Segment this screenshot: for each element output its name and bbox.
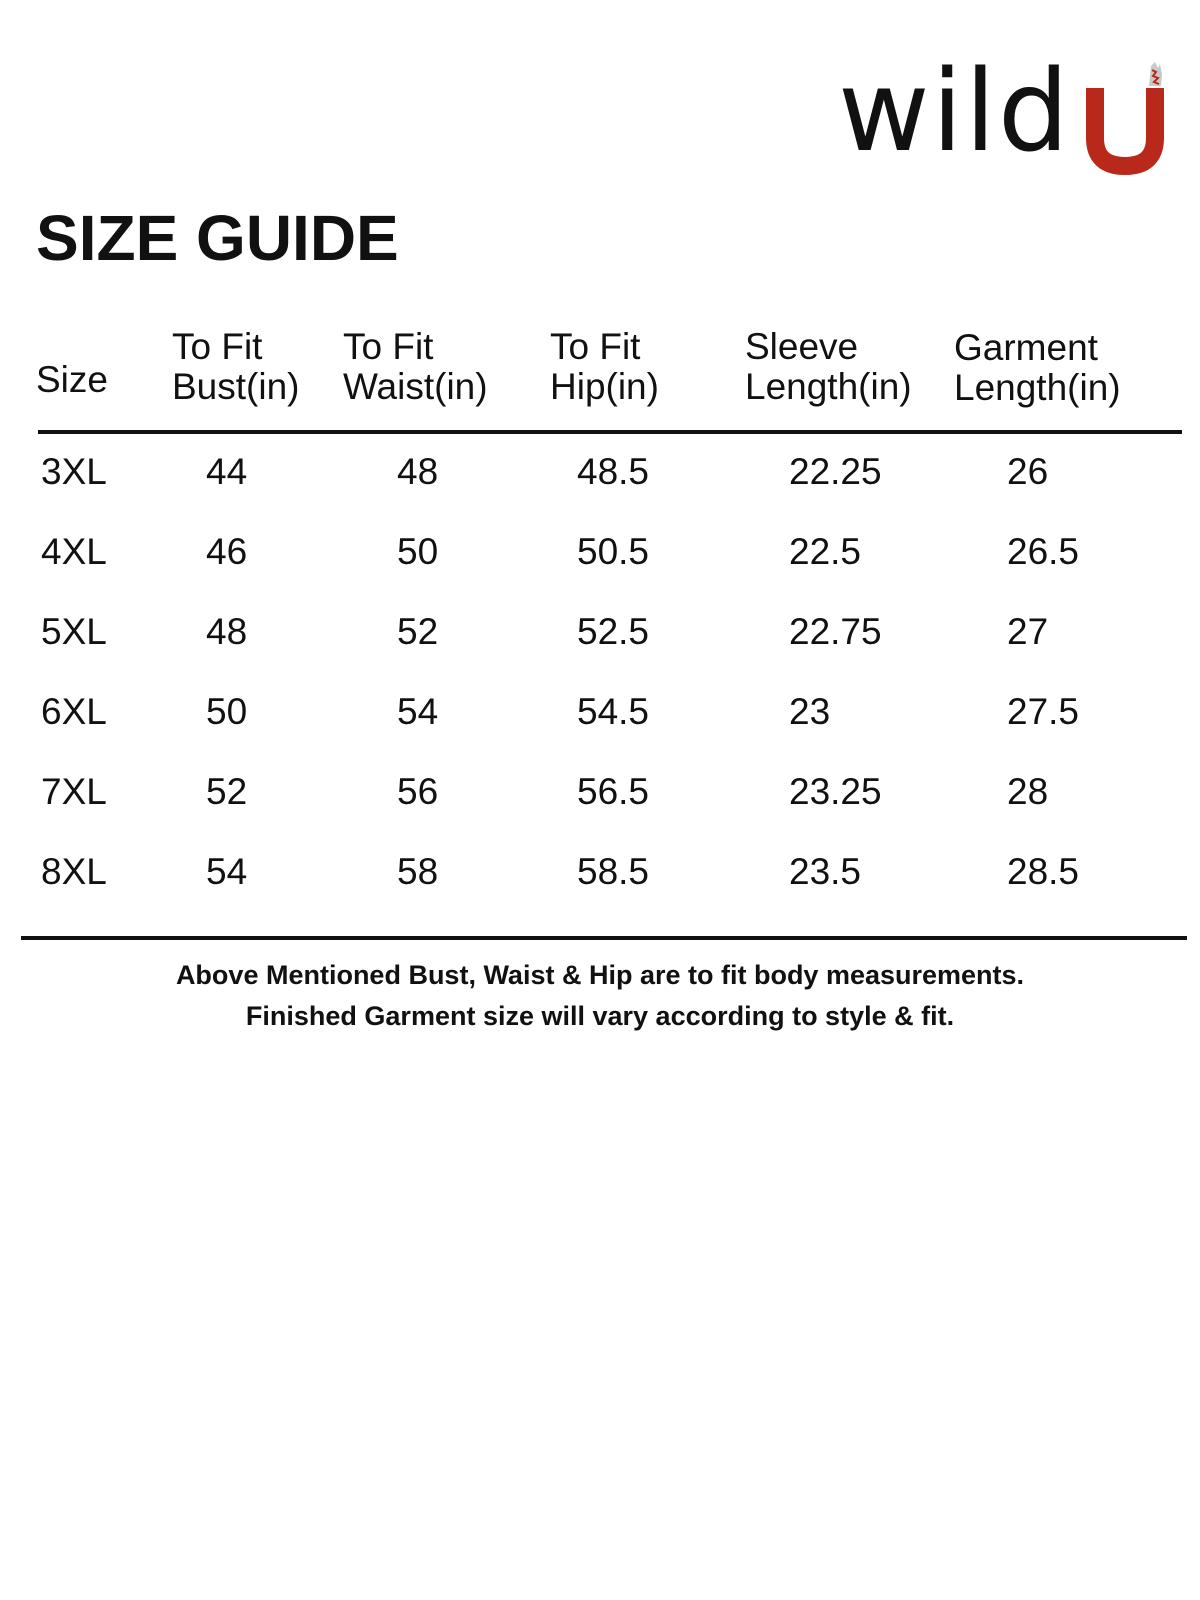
cell-bust: 50 (206, 691, 248, 732)
header-size-label: Size (36, 359, 108, 400)
cell-size: 4XL (41, 531, 107, 572)
cell-hip: 48.5 (577, 451, 650, 492)
header-garment-line1: Garment (954, 327, 1098, 368)
header-size (36, 360, 108, 400)
cell-waist: 54 (397, 691, 439, 732)
cell-sleeve-length: 22.25 (789, 451, 882, 492)
measurement-notes (0, 955, 1200, 1037)
header-sleeve-line2: Length(in) (745, 366, 912, 407)
header-hip-line1: To Fit (550, 326, 641, 367)
cell-size: 7XL (41, 771, 107, 812)
cell-sleeve-length: 22.75 (789, 611, 882, 652)
cell-garment-length: 28 (1007, 771, 1049, 812)
cell-garment-length: 27.5 (1007, 691, 1080, 732)
cell-bust: 46 (206, 531, 248, 572)
cell-hip: 52.5 (577, 611, 650, 652)
header-sleeve-line1: Sleeve (745, 326, 859, 367)
table-header (36, 326, 1182, 432)
cell-size: 6XL (41, 691, 107, 732)
cell-waist: 58 (397, 851, 439, 892)
cell-size: 3XL (41, 451, 107, 492)
table-row (36, 692, 1182, 772)
header-sleeve-length (745, 327, 912, 407)
table-row (36, 772, 1182, 852)
cell-waist: 48 (397, 451, 439, 492)
cell-waist: 50 (397, 531, 439, 572)
cell-sleeve-length: 23.5 (789, 851, 862, 892)
cell-garment-length: 27 (1007, 611, 1049, 652)
cell-sleeve-length: 23.25 (789, 771, 882, 812)
cell-hip: 50.5 (577, 531, 650, 572)
cell-bust: 54 (206, 851, 248, 892)
table-body (36, 452, 1182, 932)
header-hip-line2: Hip(in) (550, 366, 659, 407)
brand-logo (838, 47, 1158, 177)
cell-bust: 44 (206, 451, 248, 492)
cell-garment-length: 26.5 (1007, 531, 1080, 572)
table-row (36, 852, 1182, 932)
table-row (36, 612, 1182, 692)
cell-sleeve-length: 22.5 (789, 531, 862, 572)
table-row (36, 452, 1182, 532)
cell-hip: 58.5 (577, 851, 650, 892)
header-waist-line2: Waist(in) (343, 366, 488, 407)
header-waist-line1: To Fit (343, 326, 434, 367)
header-garment-length (954, 328, 1121, 408)
cell-sleeve-length: 23 (789, 691, 831, 732)
header-bust (172, 327, 299, 407)
cell-garment-length: 26 (1007, 451, 1049, 492)
table-row (36, 532, 1182, 612)
cell-waist: 56 (397, 771, 439, 812)
logo-letter-u-icon (1085, 60, 1165, 178)
cell-waist: 52 (397, 611, 439, 652)
logo-wordmark: wild (838, 47, 1071, 177)
header-bust-line1: To Fit (172, 326, 263, 367)
cell-size: 5XL (41, 611, 107, 652)
header-waist (343, 327, 488, 407)
cell-size: 8XL (41, 851, 107, 892)
cell-hip: 56.5 (577, 771, 650, 812)
cell-bust: 52 (206, 771, 248, 812)
cell-hip: 54.5 (577, 691, 650, 732)
header-bust-line2: Bust(in) (172, 366, 300, 407)
header-hip (550, 327, 659, 407)
table-bottom-divider (21, 936, 1187, 940)
page-title: SIZE GUIDE (36, 202, 399, 274)
size-table (36, 326, 1182, 892)
header-divider (38, 430, 1182, 434)
header-garment-line2: Length(in) (954, 367, 1121, 408)
cell-garment-length: 28.5 (1007, 851, 1080, 892)
cell-bust: 48 (206, 611, 248, 652)
note-line-1: Above Mentioned Bust, Waist & Hip are to fit body measurements. (175, 960, 1025, 990)
note-line-2: Finished Garment size will vary according to style & fit. (245, 1001, 955, 1031)
